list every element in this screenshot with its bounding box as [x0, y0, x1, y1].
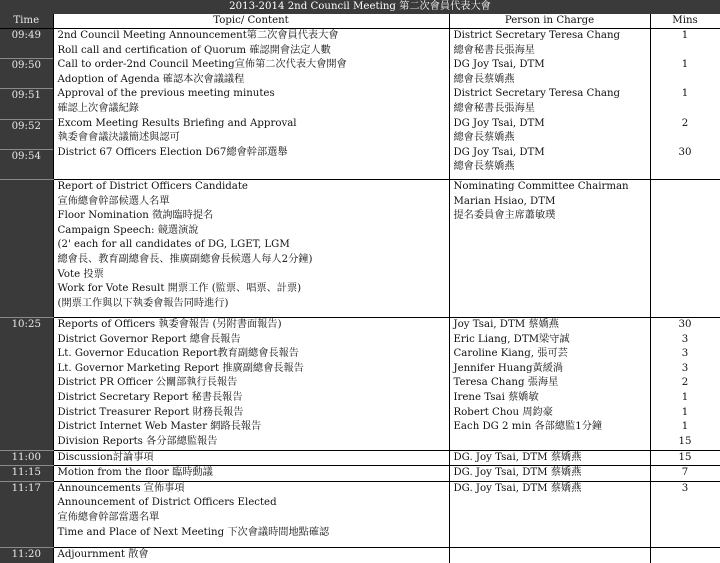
reports-block	[0, 317, 720, 450]
topic-line: 宣佈總會幹部候選人名單	[57, 195, 170, 207]
mins-cell: 1	[681, 88, 689, 100]
person-line: Marian Hsiao, DTM	[453, 195, 556, 207]
header-person: Person in Charge	[449, 14, 650, 29]
topic-line: Announcement of District Officers Elected	[57, 497, 277, 509]
topic-line: District Internet Web Master 網路長報告	[57, 421, 262, 433]
topic-line: Excom Meeting Results Briefing and Approval	[57, 117, 297, 129]
announcements-row	[0, 481, 720, 547]
person-line: Robert Chou 周鈞豪	[453, 406, 553, 418]
topic-line: Approval of the previous meeting minutes	[57, 88, 275, 100]
time-cell: 11:00	[0, 450, 53, 466]
header-row	[0, 14, 720, 29]
topic-line: Call to order-2nd Council Meeting宣佈第二次代表大會開會	[57, 59, 347, 71]
topic-line: (2' each for all candidates of DG, LGET, LGM	[57, 239, 290, 251]
discussion-topic: Discussion討論事項	[53, 450, 449, 466]
person-line: 總會長蔡嬌燕	[453, 161, 515, 173]
person-line: Nominating Committee Chairman	[453, 180, 629, 192]
person-line: DG Joy Tsai, DTM	[453, 117, 545, 129]
time-cell: 11:20	[0, 548, 53, 563]
person-line: 提名委員會主席蕭敏璞	[453, 210, 556, 222]
time-cell: 10:25	[11, 318, 41, 330]
person-line: 總會秘書長張海星	[453, 102, 535, 114]
time-cell: 11:17	[0, 481, 53, 547]
announcements-person: DG. Joy Tsai, DTM 蔡嬌燕	[449, 481, 650, 547]
topic-line: Lt. Governor Education Report教育副總會長報告	[57, 348, 299, 360]
person-line: District Secretary Teresa Chang	[453, 30, 621, 41]
topic-line: Reports of Officers 執委會報告 (另附書面報告)	[57, 318, 282, 330]
topic-line: Report of District Officers Candidate	[57, 180, 248, 192]
mins-cell: 1	[681, 391, 689, 403]
person-line: Caroline Kiang, 張可芸	[453, 348, 568, 360]
person-line: Jennifer Huang黃緩渦	[453, 362, 564, 374]
election-topics	[53, 179, 449, 317]
mins-cell: 2	[681, 377, 689, 389]
topic-line: 總會長、教育副總會長、推廣副總會長候選人每人2分鐘)	[57, 253, 313, 265]
opening-persons	[449, 29, 650, 180]
reports-persons	[449, 317, 650, 450]
person-line: District Secretary Teresa Chang	[453, 88, 621, 100]
mins-cell: 3	[681, 348, 689, 360]
mins-cell: 30	[678, 146, 692, 158]
header-topic: Topic/ Content	[53, 14, 449, 29]
reports-topics	[53, 317, 449, 450]
opening-mins	[650, 29, 720, 180]
person-line: Teresa Chang 張海星	[453, 377, 559, 389]
person-line: 總會長蔡嬌燕	[453, 132, 515, 144]
topic-line: District PR Officer 公關部執行長報告	[57, 377, 238, 389]
topic-line: Campaign Speech: 競選演說	[57, 224, 199, 236]
time-cell: 09:51	[0, 89, 53, 119]
adjournment-topic: Adjournment 散會	[53, 548, 449, 563]
topic-line: Roll call and certification of Quorum 確認開會法定人數	[57, 44, 331, 56]
opening-block	[0, 29, 720, 180]
election-persons	[449, 179, 650, 317]
time-cell: 09:54	[11, 150, 41, 162]
person-line: DG Joy Tsai, DTM	[453, 59, 545, 71]
mins-cell: 3	[681, 333, 689, 345]
person-line: Irene Tsai 蔡嬌敏	[453, 391, 539, 403]
person-line: 總會長蔡嬌燕	[453, 73, 515, 85]
topic-line: District Treasurer Report 財務長報告	[57, 406, 244, 418]
topic-line: Division Reports 各分部總監報告	[57, 435, 218, 447]
person-line: Eric Liang, DTM梁守誠	[453, 333, 570, 345]
mins-cell: 1	[681, 30, 689, 41]
discussion-mins: 15	[650, 450, 720, 466]
motion-topic: Motion from the floor 臨時動議	[53, 466, 449, 482]
header-mins: Mins	[650, 14, 720, 29]
header-time: Time	[0, 14, 53, 29]
topic-line: Lt. Governor Marketing Report 推廣副總會長報告	[57, 362, 304, 374]
motion-mins: 7	[650, 466, 720, 482]
announcements-mins: 3	[650, 481, 720, 547]
person-line: 總會秘書長張海星	[453, 44, 535, 56]
election-block	[0, 179, 720, 317]
topic-line: Announcements 宣佈事項	[57, 482, 185, 494]
time-cell: 09:49	[0, 29, 53, 59]
topic-line: Floor Nomination 徵詢臨時提名	[57, 210, 214, 222]
time-cell: 11:15	[0, 466, 53, 482]
time-cell: 09:50	[0, 59, 53, 89]
time-cell: 09:52	[0, 120, 53, 150]
topic-line: Vote 投票	[57, 268, 104, 280]
motion-person: DG. Joy Tsai, DTM 蔡嬌燕	[449, 466, 650, 482]
person-line: Joy Tsai, DTM 蔡嬌燕	[453, 318, 559, 330]
topic-line: Work for Vote Result 開票工作 (監票、唱票、計票)	[57, 283, 302, 295]
topic-line: District 67 Officers Election D67總會幹部選舉	[57, 146, 288, 158]
discussion-person: DG. Joy Tsai, DTM 蔡嬌燕	[449, 450, 650, 466]
motion-row	[0, 466, 720, 482]
mins-cell: 1	[681, 59, 689, 71]
agenda-title: 2013-2014 2nd Council Meeting 第二次會員代表大會	[0, 0, 720, 14]
discussion-row	[0, 450, 720, 466]
topic-line: District Governor Report 總會長報告	[57, 333, 241, 345]
announcements-topics	[53, 481, 449, 547]
topic-line: (開票工作與以下執委會報告同時進行)	[57, 297, 229, 309]
topic-line: 2nd Council Meeting Announcement第二次會員代表大會	[57, 30, 339, 41]
title-row	[0, 0, 720, 14]
mins-cell: 2	[681, 117, 689, 129]
person-line: DG Joy Tsai, DTM	[453, 146, 545, 158]
adjournment-row	[0, 548, 720, 563]
topic-line: 執委會會議決議簡述與認可	[57, 132, 180, 144]
mins-cell: 30	[678, 318, 692, 330]
topic-line: Time and Place of Next Meeting 下次會議時間地點確認	[57, 526, 330, 538]
mins-cell: 15	[678, 435, 692, 447]
topic-line: Adoption of Agenda 確認本次會議議程	[57, 73, 245, 85]
person-line: Each DG 2 min 各部總監1分鐘	[453, 421, 603, 433]
topic-line: District Secretary Report 秘書長報告	[57, 391, 243, 403]
mins-cell: 1	[681, 406, 689, 418]
mins-cell: 3	[681, 362, 689, 374]
reports-mins	[650, 317, 720, 450]
topic-line: 宣佈總會幹部當選名單	[57, 511, 160, 523]
mins-cell: 1	[681, 421, 689, 433]
topic-line: 確認上次會議紀錄	[57, 102, 139, 114]
opening-topics	[53, 29, 449, 180]
